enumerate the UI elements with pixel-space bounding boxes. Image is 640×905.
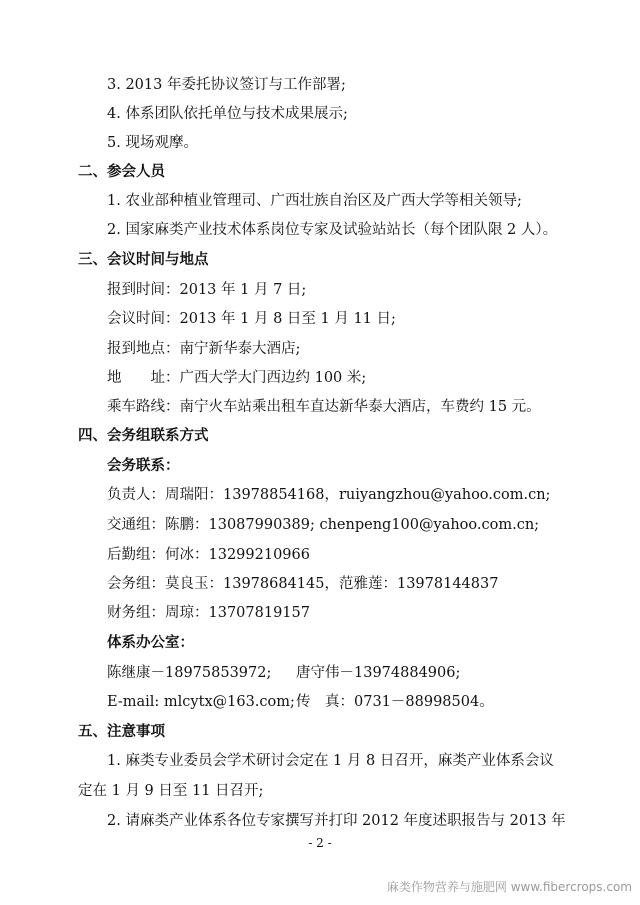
info-line: 乘车路线：南宁火车站乘出租车直达新华泰大酒店，车费约 15 元。 — [107, 399, 541, 415]
info-line: 会议时间：2013 年 1 月 8 日至 1 月 11 日; — [107, 311, 396, 327]
section-heading-contacts: 四、会务组联系方式 — [78, 428, 209, 444]
section-heading-time-place: 三、会议时间与地点 — [78, 252, 209, 268]
office-email: E-mail: mlcytx@163.com; — [107, 694, 295, 710]
watermark: 麻类作物营养与施肥网 www.fibercrops.com — [386, 880, 632, 894]
section-heading-notes: 五、注意事项 — [78, 724, 165, 740]
subheading-contact: 会务联系： — [107, 458, 180, 474]
section-heading-attendees: 二、参会人员 — [78, 164, 165, 180]
list-item: 2. 国家麻类产业技术体系岗位专家及试验站站长（每个团队限 2 人）。 — [107, 222, 558, 238]
subheading-office: 体系办公室： — [107, 635, 194, 651]
office-contact: 唐守伟－13974884906; — [296, 665, 461, 681]
list-item: 5. 现场观摩。 — [107, 135, 198, 151]
info-line: 报到时间：2013 年 1 月 7 日; — [107, 282, 307, 298]
note-line: 定在 1 月 9 日至 11 日召开; — [78, 783, 264, 799]
office-fax: 传 真：0731－88998504。 — [296, 694, 494, 710]
contact-line: 财务组：周琼：13707819157 — [107, 605, 310, 621]
contact-line: 会务组：莫良玉：13978684145，范雅莲：13978144837 — [107, 576, 499, 592]
info-line: 报到地点：南宁新华泰大酒店; — [107, 341, 301, 357]
contact-line: 交通组：陈鹏：13087990389; chenpeng100@yahoo.com.cn; — [107, 517, 540, 533]
contact-line: 负责人：周瑞阳：13978854168，ruiyangzhou@yahoo.com.cn; — [107, 487, 551, 503]
list-item: 3. 2013 年委托协议签订与工作部署; — [107, 77, 346, 93]
contact-line: 后勤组：何冰：13299210966 — [107, 547, 310, 563]
note-line: 2. 请麻类产业体系各位专家撰写并打印 2012 年度述职报告与 2013 年 — [107, 813, 566, 829]
office-contact: 陈继康－18975853972; — [107, 665, 272, 681]
info-line: 地 址：广西大学大门西边约 100 米; — [107, 370, 367, 386]
list-item: 1. 农业部种植业管理司、广西壮族自治区及广西大学等相关领导; — [107, 193, 522, 209]
page-number: - 2 - — [308, 836, 332, 850]
list-item: 4. 体系团队依托单位与技术成果展示; — [107, 106, 348, 122]
note-line: 1. 麻类专业委员会学术研讨会定在 1 月 8 日召开，麻类产业体系会议 — [107, 753, 554, 769]
